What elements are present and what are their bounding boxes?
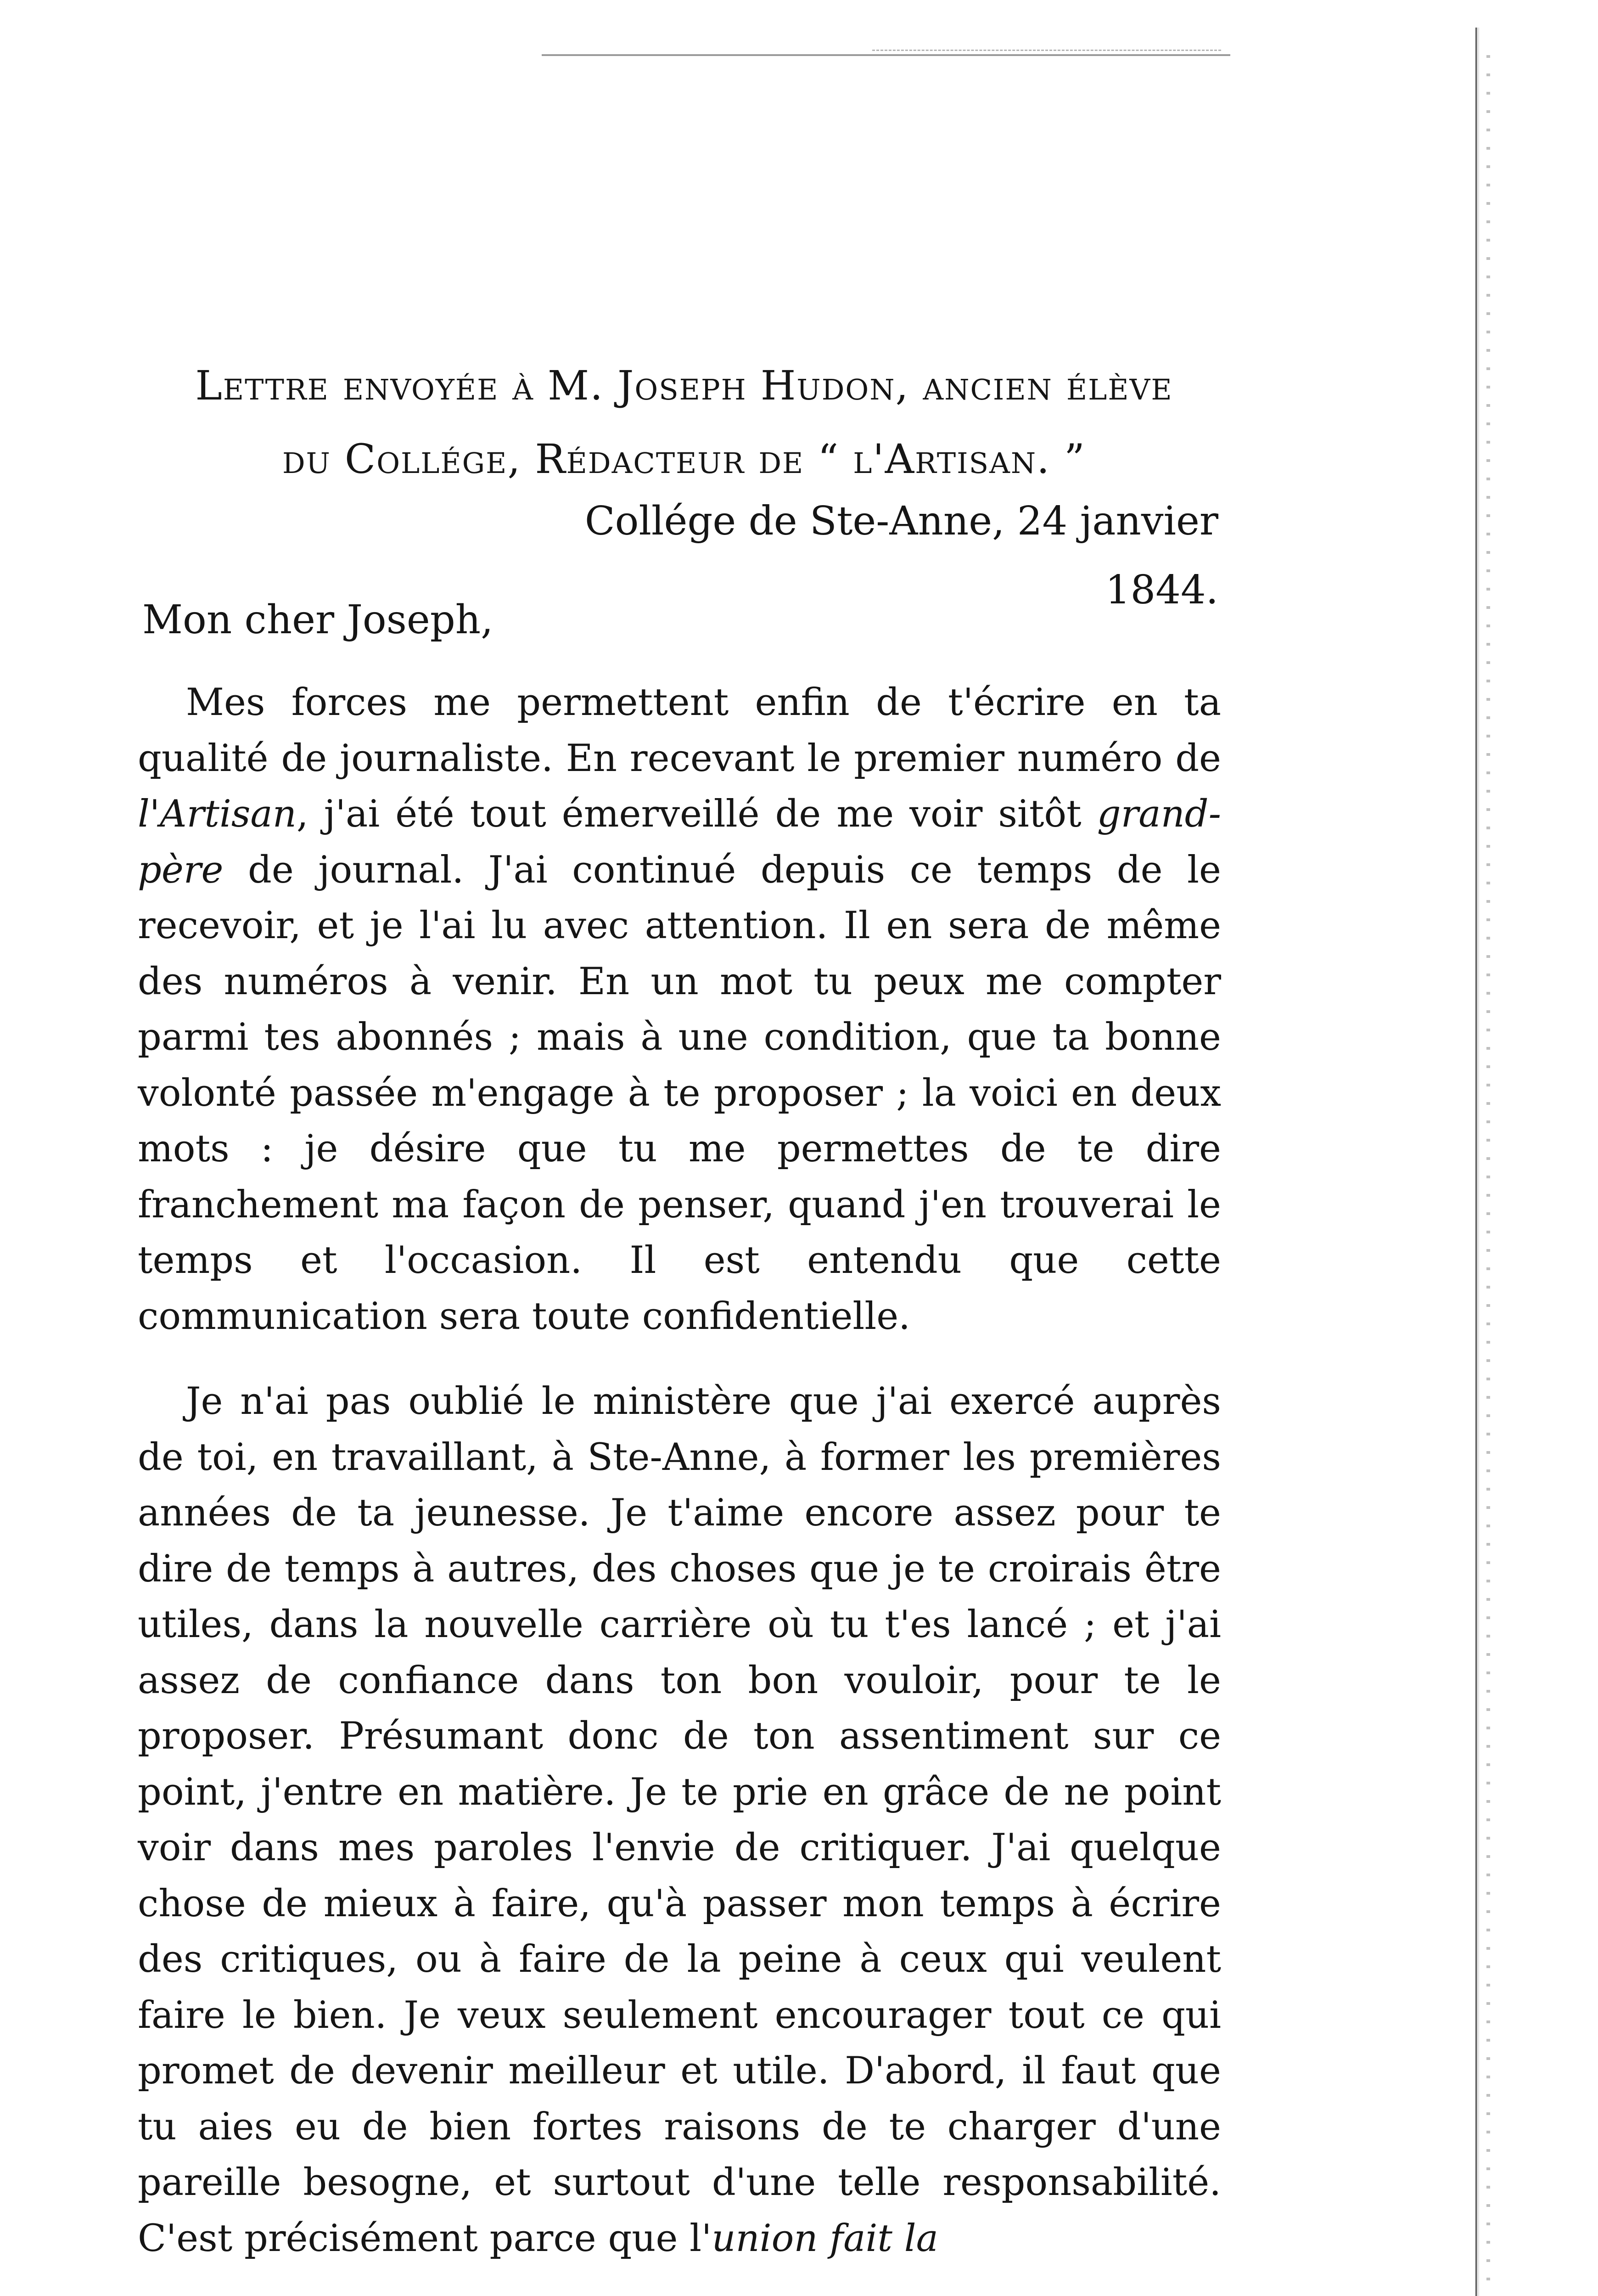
paragraph-text: Je n'ai pas oublié le ministère que j'ai exercé auprès de toi, en travaillant, à Ste-Anne, à former les premières années de ta jeunesse. Je t'aime encore assez pour te dire de temps à autres, des choses que je te croirais être utiles, dans la nouvelle carrière où tu t'es lancé ; et j'ai assez de confiance dans ton bon vouloir, pour te le proposer. Présumant donc de ton assentiment sur ce point, j'entre en matière. Je te prie en grâce de ne point voir dans mes paroles l'envie de critiquer. J'ai quelque chose de mieux à faire, qu'à passer mon temps à écrire des critiques, ou à faire de la peine à ceux qui veulent faire le bien. Je veux seulement encourager tout ce qui promet de devenir meilleur et utile. D'abord, il faut que tu aies eu de bien fortes raisons de te charger d'une pareille besogne, et surtout d'une telle responsabilité. C'est précisément parce que l'	[138, 1380, 1221, 2260]
letter-heading-line-2: du Collége, Rédacteur de “ l'Artisan. ”	[282, 435, 1086, 483]
paragraph-text: Mes forces me permettent enfin de t'écrire en ta qualité de journaliste. En recevant le premier numéro de	[138, 681, 1221, 780]
italic-text: grand-père	[138, 793, 1221, 892]
dateline: Collége de Ste-Anne, 24 janvier 1844.	[584, 498, 1218, 613]
body-paragraph	[138, 1374, 1221, 2267]
paragraph-text: , j'ai été tout émerveillé de me voir sitôt	[296, 793, 1097, 836]
italic-text: l'Artisan	[138, 793, 297, 836]
paragraph-text: de journal. J'ai continué depuis ce temps de le recevoir, et je l'ai lu avec attention. Il en sera de même des numéros à venir. En un mot tu peux me compter parmi tes abonnés ; mais à une condition, que ta bonne volonté passée m'engage à te proposer ; la voici en deux mots : je désire que tu me permettes de te dire franchement ma façon de penser, quand j'en trouverai le temps et l'occasion. Il est entendu que cette communication sera toute confidentielle.	[138, 848, 1221, 1338]
top-rule	[542, 54, 1230, 56]
letter-heading-line-1: Lettre envoyée à M. Joseph Hudon, ancien élève	[195, 362, 1173, 409]
page-edge-marks	[1486, 55, 1490, 2296]
page-edge	[1475, 28, 1480, 2296]
letter-heading	[138, 349, 1230, 496]
top-rule-faint	[872, 50, 1221, 51]
italic-text: union fait la	[712, 2217, 938, 2260]
letter-body	[138, 675, 1221, 2267]
salutation: Mon cher Joseph,	[142, 597, 493, 643]
body-paragraph	[138, 675, 1221, 1345]
